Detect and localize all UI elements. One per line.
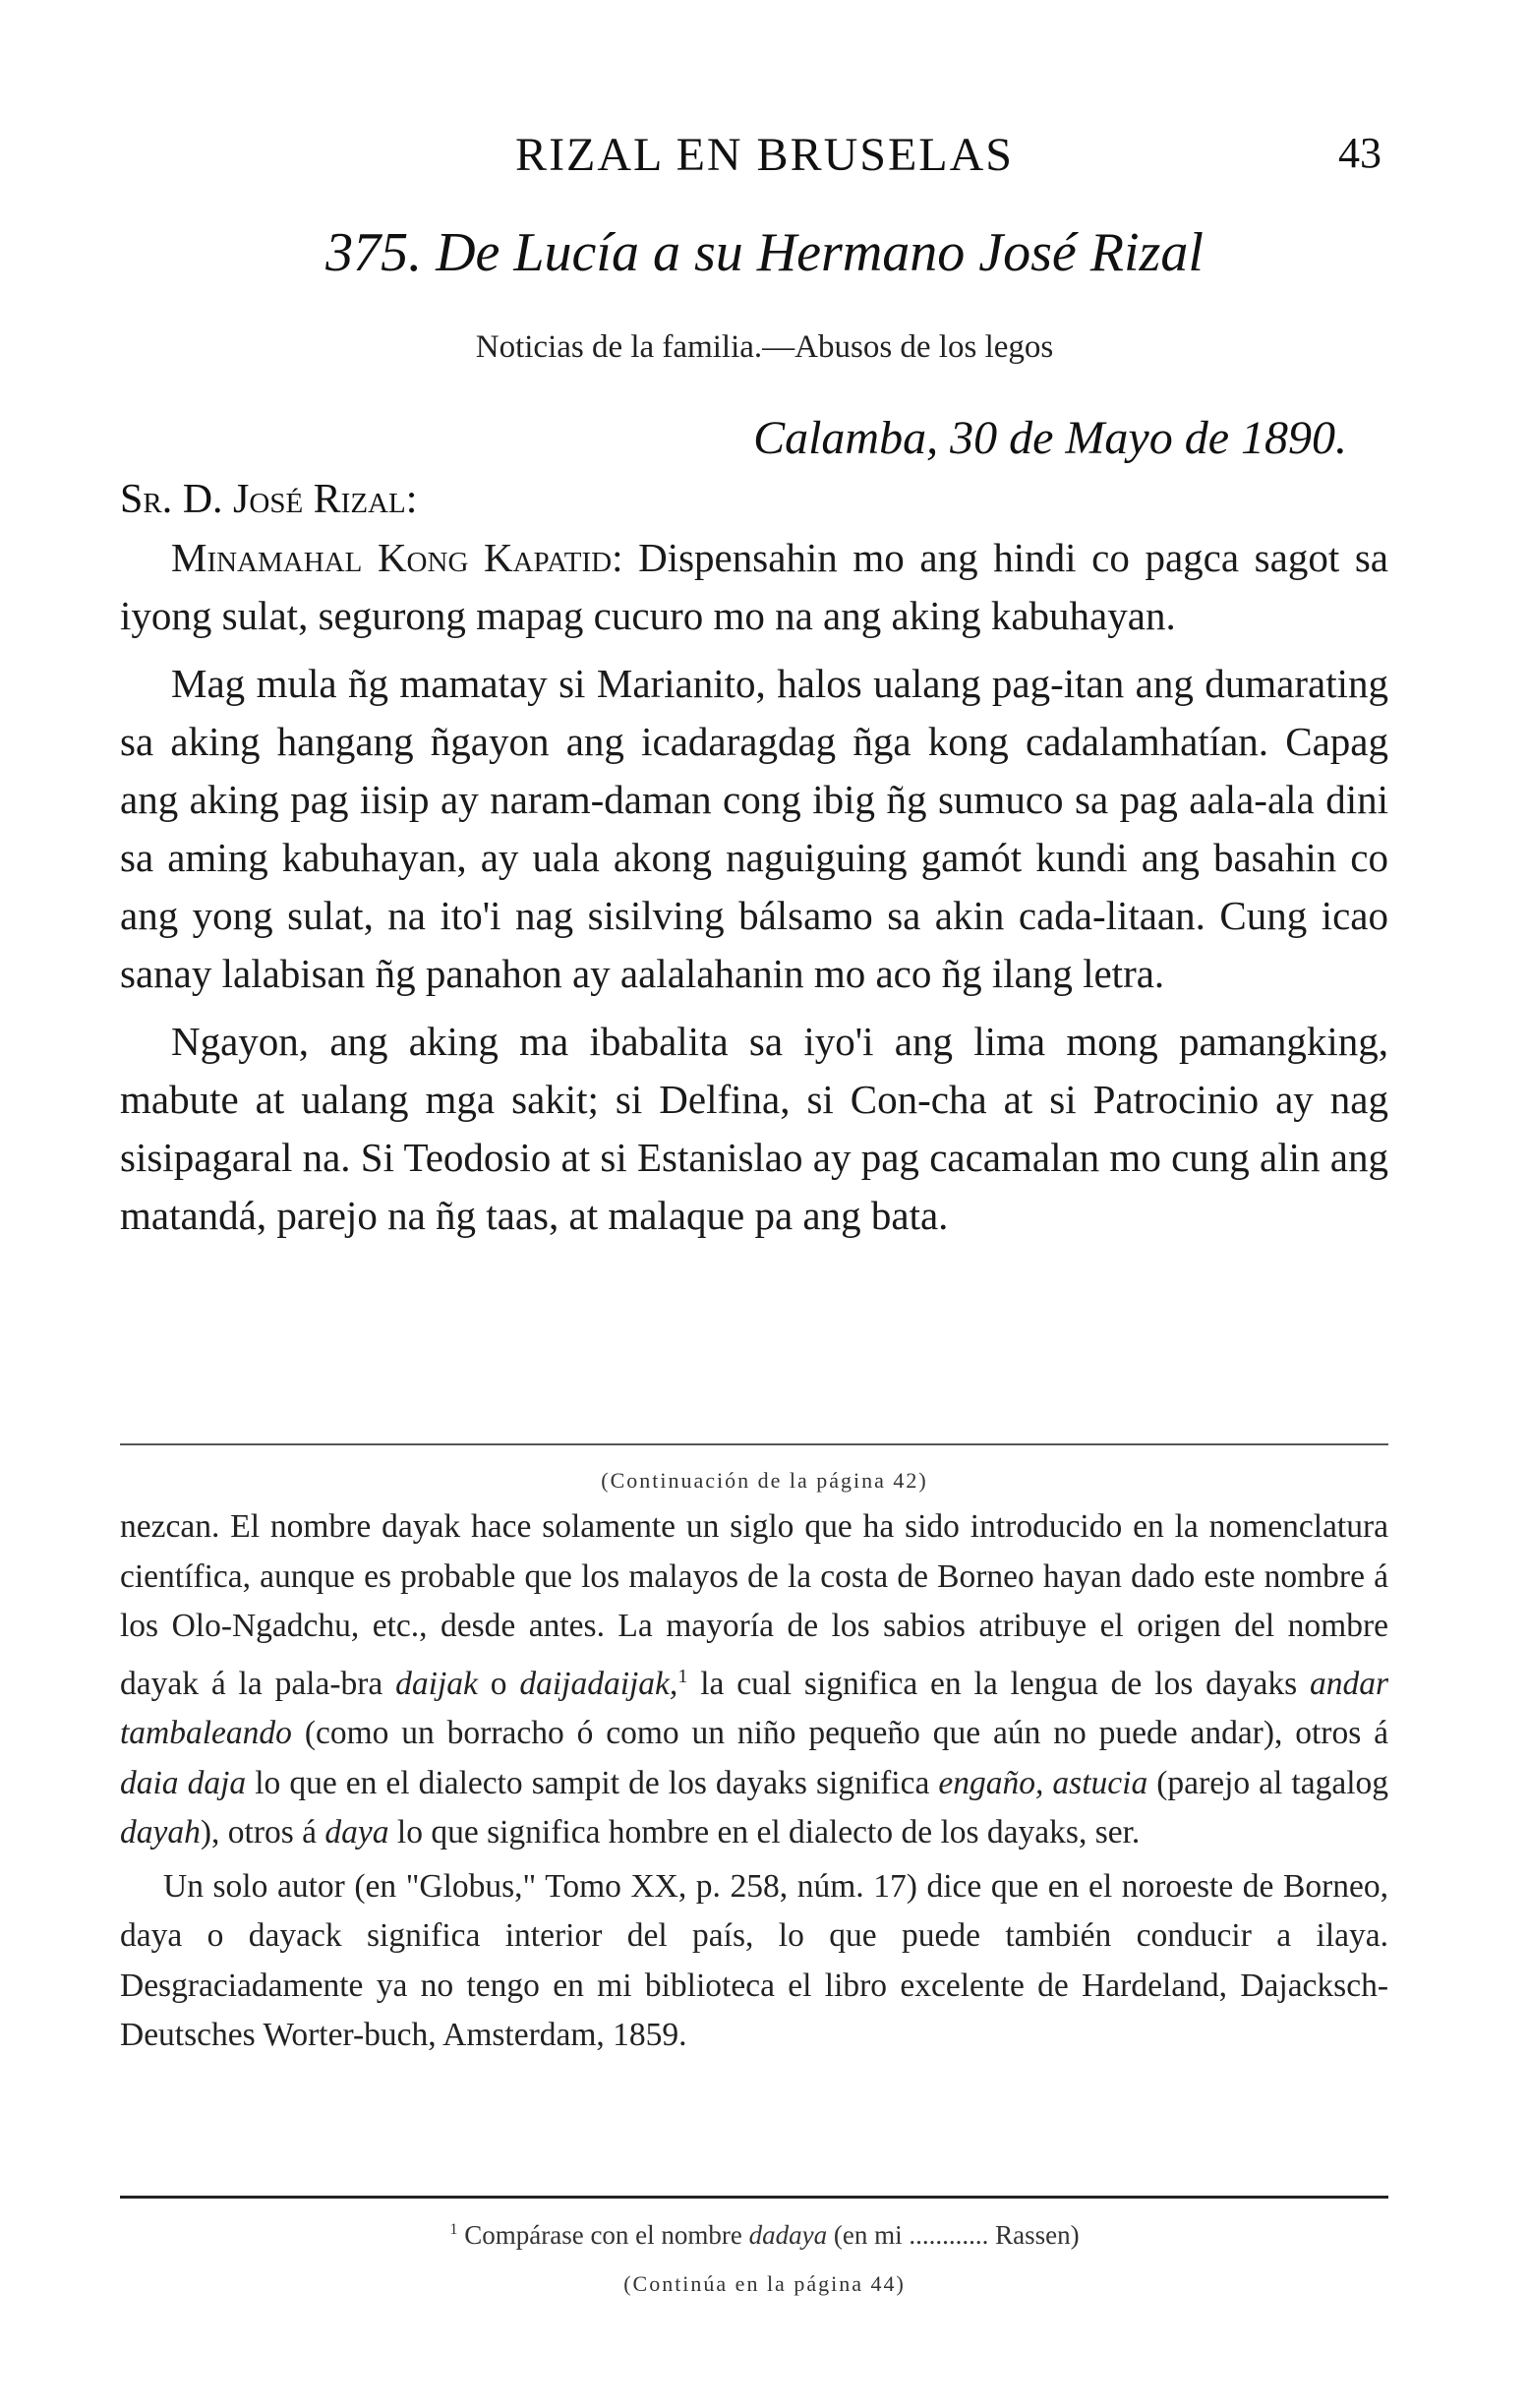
notes-text-run: nezcan. El nombre dayak hace solamente un siglo que ha sido introducido en la nomenclatura científica, aunque es probable que los malayos de la costa de Borneo hayan dado este nombre á los Olo-Ngadchu, etc., desde antes. La mayoría de los sabios atribuye el origen del nombre dayak á la pala-bra xyxy=(120,1508,1388,1702)
footnote-mark: 1 xyxy=(449,2220,458,2238)
notes-italic-term: daia daja xyxy=(120,1764,247,1801)
place-date: Calamba, 30 de Mayo de 1890. xyxy=(753,412,1347,464)
letter-paragraph-2: Mag mula ñg mamatay si Marianito, halos ualang pag-itan ang dumarating sa aking hangang ñgayon ang icadaragdag ñga kong cadalamhatían. Capag ang aking pag iisip ay naram-daman cong ibig ñg sumuco sa pag aala-ala dini sa aming kabuhayan, ay uala akong naguiguing gamót kundi ang basahin co ang yong sulat, na ito'i nag sisilving bálsamo sa akin cada-litaan. Cung icao sanay lalabisan ñg panahon ay aalalahanin mo aco ñg ilang letra. xyxy=(120,661,1388,996)
notes-text-run: o xyxy=(477,1665,520,1702)
footnote-italic-term: dadaya xyxy=(748,2220,828,2250)
footnote-divider xyxy=(120,2196,1388,2199)
notes-block xyxy=(120,1502,1388,2065)
notes-text-run: (parejo al tagalog xyxy=(1147,1764,1389,1801)
notes-paragraph-1 xyxy=(120,1502,1388,1858)
page-number: 43 xyxy=(1338,129,1382,177)
running-head: RIZAL EN BRUSELAS xyxy=(515,129,1014,181)
notes-text-run: ), otros á xyxy=(200,1814,325,1851)
notes-italic-term: andar tambaleando xyxy=(120,1665,1389,1752)
footnote-text: (en mi ............ Rassen) xyxy=(827,2220,1080,2250)
letter-title: 375. De Lucía a su Hermano José Rizal xyxy=(325,222,1204,283)
notes-italic-term: dayah xyxy=(120,1814,201,1851)
footnote-text: Compárase con el nombre xyxy=(457,2220,749,2250)
letter-body xyxy=(120,529,1388,1255)
letter-subtitle: Noticias de la familia.—Abusos de los legos xyxy=(475,329,1054,365)
notes-italic-term: daijak xyxy=(395,1665,478,1702)
continued-from-note: (Continuación de la página 42) xyxy=(601,1468,928,1493)
notes-text-run: lo que en el dialecto sampit de los dayaks significa xyxy=(246,1764,939,1801)
notes-italic-term: engaño, astucia xyxy=(938,1764,1148,1801)
notes-text-run: lo que significa hombre en el dialecto de los dayaks, ser. xyxy=(388,1814,1141,1851)
letter-paragraph-1-text: Dispensahin mo ang hindi co pagca sagot sa iyong sulat, segurong mapag cucuro mo na ang aking kabuhayan. xyxy=(120,535,1389,638)
salutation: Sr. D. José Rizal: xyxy=(120,477,418,522)
section-divider xyxy=(120,1443,1388,1445)
letter-paragraph-1 xyxy=(120,529,1388,645)
notes-text-run: la cual significa en la lengua de los dayaks xyxy=(687,1665,1310,1702)
notes-italic-term: daijadaijak, xyxy=(519,1665,678,1702)
footnote-marker: 1 xyxy=(677,1665,688,1687)
letter-opening: Minamahal Kong Kapatid: xyxy=(171,535,623,580)
letter-paragraph-3: Ngayon, ang aking ma ibabalita sa iyo'i ang lima mong pamangking, mabute at ualang mga sakit; si Delfina, si Con-cha at si Patrocinio ay nag sisipagaral na. Si Teodosio at si Estanislao ay pag cacamalan mo cung alin ang matandá, parejo na ñg taas, at malaque pa ang bata. xyxy=(120,1019,1388,1238)
footnote xyxy=(0,2220,1529,2251)
notes-italic-term: daya xyxy=(324,1814,389,1851)
continues-on-note: (Continúa en la página 44) xyxy=(623,2271,906,2296)
notes-text-run: (como un borracho ó como un niño pequeño que aún no puede andar), otros á xyxy=(291,1715,1388,1752)
notes-paragraph-2: Un solo autor (en "Globus," Tomo XX, p. 258, núm. 17) dice que en el noroeste de Borneo, daya o dayack significa interior del país, lo que puede también conducir a ilaya. Desgraciadamente ya no tengo en mi biblioteca el libro excelente de Hardeland, Dajacksch-Deutsches Worter-buch, Amsterdam, 1859. xyxy=(120,1867,1388,2054)
